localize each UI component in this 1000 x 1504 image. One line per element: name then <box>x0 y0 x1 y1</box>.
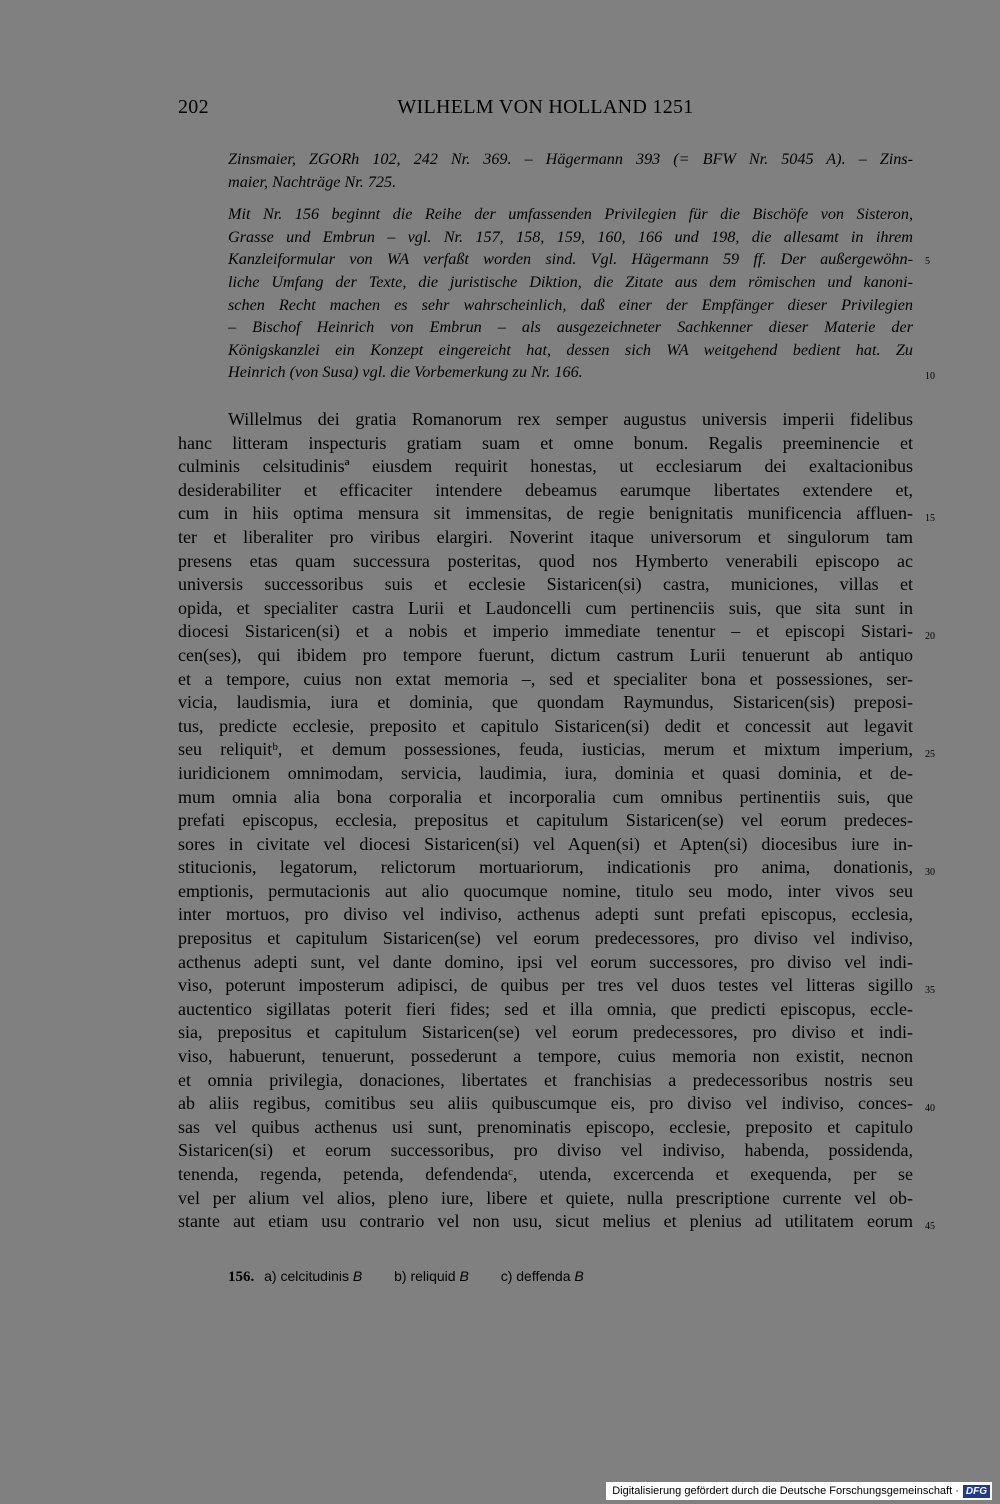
text-line: tus, predicte ecclesie, preposito et capitulo Sistaricen(si) dedit et concessit aut legavit <box>178 715 913 736</box>
footnote-label: b) <box>394 1268 407 1284</box>
main-text <box>178 408 913 1234</box>
dfg-logo-icon: DFG <box>963 1485 990 1498</box>
text-line: inter mortuos, pro diviso vel indiviso, acthenus adepti sunt prefati episcopus, ecclesia, <box>178 904 913 925</box>
note-line: Heinrich (von Susa) vgl. die Vorbemerkung zu Nr. 166. <box>228 363 583 382</box>
running-title: WILHELM VON HOLLAND 1251 <box>397 96 694 118</box>
text-line: prefati episcopus, ecclesia, prepositus et capitulum Sistaricen(se) vel eorum predeces- <box>178 810 913 831</box>
note-line: Kanzleiformular von WA verfaßt worden sind. Vgl. Hägermann 59 ff. Der außergewöhn- <box>228 250 913 269</box>
text-line: universis successoribus suis et ecclesie Sistaricen(si) castra, municiones, villas et <box>178 574 913 595</box>
text-line: emptionis, permutacionis aut alio quocumque nomine, titulo seu modo, inter vivos seu <box>178 880 913 901</box>
footnote-text: celcitudinis <box>280 1268 349 1284</box>
page-number: 202 <box>178 96 209 118</box>
footnotes <box>228 1268 612 1286</box>
text-line: Willelmus dei gratia Romanorum rex semper augustus universis imperii fidelibus <box>228 409 913 429</box>
footnote-source: B <box>459 1268 469 1284</box>
line-number: 15 <box>925 513 935 524</box>
text-line: auctentico sigillatas poterit fieri fides; sed et illa omnia, que predicti episcopus, eccle- <box>178 998 913 1019</box>
text-line: desiderabiliter et efficaciter intendere debeamus earumque libertates extendere et, <box>178 479 913 500</box>
text-line: sores in civitate vel diocesi Sistaricen(si) vel Aquen(si) et Apten(si) diocesibus iure in- <box>178 833 913 854</box>
text-line: sas vel quibus acthenus usi sunt, prenominatis episcopo, ecclesie, preposito et capitulo <box>178 1116 913 1137</box>
note-gap <box>228 193 913 203</box>
text-line: vicia, laudismia, iura et dominia, que quondam Raymundus, Sistaricen(sis) preposi- <box>178 692 913 713</box>
line-number: 25 <box>925 749 935 760</box>
text-line: Sistaricen(si) et eorum successoribus, pro diviso vel indiviso, habenda, possidenda, <box>178 1140 913 1161</box>
text-line: ab aliis regibus, comitibus seu aliis quibuscumque eis, pro diviso vel indiviso, conces- <box>178 1093 913 1114</box>
line-number: 40 <box>925 1103 935 1114</box>
text-line: et omnia privilegia, donaciones, libertates et franchisias a predecessoribus nostris seu <box>178 1069 913 1090</box>
text-line: viso, habuerunt, tenuerunt, possederunt a tempore, cuius memoria non existit, necnon <box>178 1046 913 1067</box>
text-line: et a tempore, cuius non extat memoria –, sed et specialiter bona et possessiones, ser- <box>178 668 913 689</box>
line-number: 5 <box>925 256 930 267</box>
text-line: diocesi Sistaricen(si) et a nobis et imperio immediate tenentur – et episcopi Sistari- <box>178 621 913 642</box>
text-line: viso, poterunt imposterum adipisci, de quibus per tres vel duos testes vel litteras sigillo <box>178 975 913 996</box>
footnote-c <box>501 1268 584 1284</box>
note-line: Zinsmaier, ZGORh 102, 242 Nr. 369. – Hägermann 393 (= BFW Nr. 5045 A). – Zins- <box>228 150 913 168</box>
footnote-source: B <box>574 1268 584 1284</box>
line-number: 45 <box>925 1221 935 1232</box>
footnote-source: B <box>352 1268 363 1284</box>
note-line: – Bischof Heinrich von Embrun – als ausgezeichneter Sachkenner dieser Materie der <box>228 318 913 337</box>
editorial-notes <box>228 148 913 384</box>
text-line: tenenda, regenda, petenda, defendendaᶜ, utenda, excercenda et exequenda, per se <box>178 1164 913 1184</box>
footnote-text: deffenda <box>516 1268 571 1284</box>
footnote-label: a) <box>264 1268 277 1284</box>
note-line: Königskanzlei ein Konzept eingereicht hat, dessen sich WA weitgehend bedient hat. Zu <box>228 340 913 359</box>
text-line: seu reliquitᵇ, et demum possessiones, feuda, iusticias, merum et mixtum imperium, <box>178 739 913 760</box>
note-line: Grasse und Embrun – vgl. Nr. 157, 158, 159, 160, 166 und 198, die allesamt in ihrem <box>228 227 913 246</box>
line-number: 30 <box>925 867 935 878</box>
line-number: 20 <box>925 631 935 642</box>
text-line: stante aut etiam usu contrario vel non usu, sicut melius et plenius ad utilitatem eorum <box>178 1211 913 1232</box>
watermark-text: Digitalisierung gefördert durch die Deutsche Forschungsgemeinschaft · <box>612 1485 959 1497</box>
footnote-label: c) <box>500 1268 513 1284</box>
text-line: iuridicionem omnimodam, servicia, laudimia, iura, dominia et quasi dominia, et de- <box>178 762 913 783</box>
digitization-watermark <box>606 1482 992 1500</box>
note-line: maier, Nachträge Nr. 725. <box>228 172 397 191</box>
text-line: opida, et specialiter castra Lurii et Laudoncelli cum pertinenciis suis, que sita sunt in <box>178 597 913 618</box>
text-line: hanc litteram inspecturis gratiam suam et omne bonum. Regalis preeminencie et <box>178 432 913 453</box>
text-line: sia, prepositus et capitulum Sistaricen(se) vel eorum predecessores, pro diviso et indi- <box>178 1022 913 1043</box>
line-number: 35 <box>925 985 935 996</box>
text-line: vel per alium vel alios, pleno iure, libere et quiete, nulla prescriptione currente vel ob- <box>178 1187 913 1208</box>
text-line: acthenus adepti sunt, vel dante domino, ipsi vel eorum successores, pro diviso vel indi- <box>178 951 913 972</box>
text-line: mum omnia alia bona corporalia et incorporalia cum omnibus pertinentiis suis, que <box>178 786 913 807</box>
footnote-document-number: 156. <box>228 1269 255 1285</box>
footnote-b <box>394 1268 473 1284</box>
text-line: cum in hiis optima mensura sit immensitas, de regie benignitatis munificencia affluen- <box>178 503 913 524</box>
text-line: prepositus et capitulum Sistaricen(se) vel eorum predecessores, pro diviso vel indiviso, <box>178 928 913 949</box>
note-line: liche Umfang der Texte, die juristische Diktion, die Zitate aus dem römischen und kanoni- <box>228 272 913 291</box>
note-line: schen Recht machen es sehr wahrscheinlich, daß einer der Empfänger dieser Privilegien <box>228 295 913 314</box>
text-line: culminis celsitudinisª eiusdem requirit honestas, ut ecclesiarum dei exaltacionibus <box>178 456 913 477</box>
page-header <box>178 96 913 126</box>
note-line: Mit Nr. 156 beginnt die Reihe der umfassenden Privilegien für die Bischöfe von Sisteron, <box>228 205 913 224</box>
text-line: presens etas quam successura posteritas, quod nos Hymberto venerabili episcopo ac <box>178 550 913 571</box>
text-line: cen(ses), qui ibidem pro tempore fuerunt, dictum castrum Lurii tenuerunt ab antiquo <box>178 644 913 665</box>
text-line: ter et liberaliter pro viribus elargiri. Noverint itaque universorum et singulorum tam <box>178 526 913 547</box>
footnote-a <box>264 1268 366 1284</box>
footnote-text: reliquid <box>410 1268 456 1284</box>
text-line: stitucionis, legatorum, relictorum mortuariorum, indicationis pro anima, donationis, <box>178 857 913 878</box>
line-number: 10 <box>925 371 935 382</box>
